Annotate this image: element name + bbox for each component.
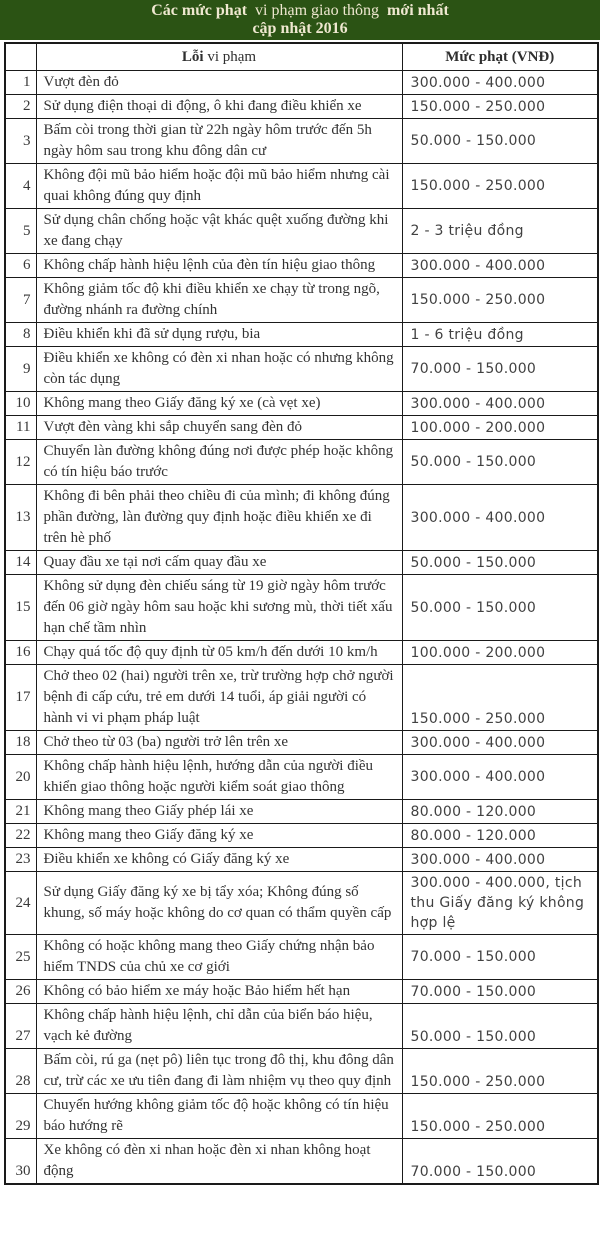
row-number: 28: [5, 1049, 36, 1094]
table-row: [5, 980, 598, 1004]
table-row: [5, 71, 598, 95]
row-number: 5: [5, 209, 36, 254]
violation-cell: Chở theo 02 (hai) người trên xe, trừ trường hợp chở người bệnh đi cấp cứu, trẻ em dưới 14 tuổi, áp giải người có hành vi vi phạm pháp luật: [36, 665, 402, 731]
table-row: [5, 95, 598, 119]
fine-cell: 50.000 - 150.000: [402, 1004, 598, 1049]
violation-cell: Điều khiển xe không có đèn xi nhan hoặc có nhưng không còn tác dụng: [36, 347, 402, 392]
fine-cell: 50.000 - 150.000: [402, 440, 598, 485]
fine-cell: 150.000 - 250.000: [402, 95, 598, 119]
violation-cell: Không sử dụng đèn chiếu sáng từ 19 giờ ngày hôm trước đến 06 giờ ngày hôm sau hoặc khi sương mù, thời tiết xấu hạn chế tầm nhìn: [36, 575, 402, 641]
traffic-fines-table: [4, 42, 599, 1185]
fine-cell: 100.000 - 200.000: [402, 641, 598, 665]
table-row: [5, 1049, 598, 1094]
table-row: [5, 323, 598, 347]
violation-cell: Không có hoặc không mang theo Giấy chứng nhận bảo hiểm TNDS của chủ xe cơ giới: [36, 935, 402, 980]
row-number: 12: [5, 440, 36, 485]
row-number: 10: [5, 392, 36, 416]
row-number: 24: [5, 872, 36, 935]
table-row: [5, 347, 598, 392]
violation-cell: Không chấp hành hiệu lệnh của đèn tín hiệu giao thông: [36, 254, 402, 278]
table-row: [5, 848, 598, 872]
fine-cell: 50.000 - 150.000: [402, 119, 598, 164]
fine-cell: 80.000 - 120.000: [402, 800, 598, 824]
row-number: 9: [5, 347, 36, 392]
row-number: 29: [5, 1094, 36, 1139]
fine-column-header: Mức phạt (VNĐ): [402, 43, 598, 71]
table-row: [5, 485, 598, 551]
violation-cell: Không giảm tốc độ khi điều khiển xe chạy từ trong ngõ, đường nhánh ra đường chính: [36, 278, 402, 323]
violation-cell: Vượt đèn đỏ: [36, 71, 402, 95]
page-subtitle: cập nhật 2016: [252, 20, 348, 37]
number-column-header: [5, 43, 36, 71]
row-number: 3: [5, 119, 36, 164]
row-number: 2: [5, 95, 36, 119]
table-row: [5, 440, 598, 485]
violation-column-header: [36, 43, 402, 71]
fine-cell: 150.000 - 250.000: [402, 1049, 598, 1094]
fine-cell: 70.000 - 150.000: [402, 980, 598, 1004]
row-number: 26: [5, 980, 36, 1004]
fine-cell: 80.000 - 120.000: [402, 824, 598, 848]
table-row: [5, 119, 598, 164]
violation-cell: Chở theo từ 03 (ba) người trở lên trên xe: [36, 731, 402, 755]
violation-cell: Điều khiển khi đã sử dụng rượu, bia: [36, 323, 402, 347]
row-number: 22: [5, 824, 36, 848]
fine-cell: 150.000 - 250.000: [402, 665, 598, 731]
table-row: [5, 800, 598, 824]
table-header-row: [5, 43, 598, 71]
row-number: 25: [5, 935, 36, 980]
page-title: [149, 2, 451, 20]
violation-cell: Bấm còi trong thời gian từ 22h ngày hôm trước đến 5h ngày hôm sau trong khu đông dân cư: [36, 119, 402, 164]
title-regular-part: vi phạm giao thông: [255, 2, 380, 19]
violation-cell: Không chấp hành hiệu lệnh, chỉ dẫn của biển báo hiệu, vạch kẻ đường: [36, 1004, 402, 1049]
row-number: 8: [5, 323, 36, 347]
fine-cell: 70.000 - 150.000: [402, 1139, 598, 1185]
violation-cell: Không đội mũ bảo hiểm hoặc đội mũ bảo hiểm nhưng cài quai không đúng quy định: [36, 164, 402, 209]
fine-cell: 50.000 - 150.000: [402, 575, 598, 641]
table-row: [5, 731, 598, 755]
violation-cell: Không đi bên phải theo chiều đi của mình; đi không đúng phần đường, làn đường quy định hoặc điều khiển xe đi trên hè phố: [36, 485, 402, 551]
table-row: [5, 551, 598, 575]
violation-cell: Không mang theo Giấy đăng ký xe: [36, 824, 402, 848]
title-bold-part-2: mới nhất: [387, 2, 449, 19]
fine-cell: 300.000 - 400.000: [402, 71, 598, 95]
violation-cell: Không chấp hành hiệu lệnh, hướng dẫn của người điều khiển giao thông hoặc người kiểm soát giao thông: [36, 755, 402, 800]
fine-cell: 50.000 - 150.000: [402, 551, 598, 575]
table-row: [5, 665, 598, 731]
row-number: 15: [5, 575, 36, 641]
table-row: [5, 1004, 598, 1049]
fine-cell: 300.000 - 400.000: [402, 485, 598, 551]
table-row: [5, 416, 598, 440]
fine-cell: 150.000 - 250.000: [402, 278, 598, 323]
row-number: 23: [5, 848, 36, 872]
violation-cell: Vượt đèn vàng khi sắp chuyển sang đèn đỏ: [36, 416, 402, 440]
row-number: 11: [5, 416, 36, 440]
fine-cell: 100.000 - 200.000: [402, 416, 598, 440]
violation-cell: Chạy quá tốc độ quy định từ 05 km/h đến dưới 10 km/h: [36, 641, 402, 665]
violation-cell: Quay đầu xe tại nơi cấm quay đầu xe: [36, 551, 402, 575]
fine-cell: 70.000 - 150.000: [402, 935, 598, 980]
row-number: 18: [5, 731, 36, 755]
row-number: 13: [5, 485, 36, 551]
violation-cell: Xe không có đèn xi nhan hoặc đèn xi nhan không hoạt động: [36, 1139, 402, 1185]
fine-cell: 300.000 - 400.000: [402, 755, 598, 800]
row-number: 30: [5, 1139, 36, 1185]
table-row: [5, 254, 598, 278]
violation-cell: Sử dụng điện thoại di động, ô khi đang điều khiển xe: [36, 95, 402, 119]
violation-cell: Không mang theo Giấy đăng ký xe (cà vẹt xe): [36, 392, 402, 416]
table-row: [5, 278, 598, 323]
row-number: 21: [5, 800, 36, 824]
row-number: 27: [5, 1004, 36, 1049]
page-title-banner: [0, 0, 600, 40]
violation-cell: Bấm còi, rú ga (nẹt pô) liên tục trong đô thị, khu đông dân cư, trừ các xe ưu tiên đang đi làm nhiệm vụ theo quy định: [36, 1049, 402, 1094]
table-row: [5, 641, 598, 665]
row-number: 16: [5, 641, 36, 665]
fine-cell: 300.000 - 400.000: [402, 254, 598, 278]
violation-header-bold: Lỗi: [181, 48, 204, 65]
row-number: 20: [5, 755, 36, 800]
row-number: 14: [5, 551, 36, 575]
fine-cell: 2 - 3 triệu đồng: [402, 209, 598, 254]
table-row: [5, 164, 598, 209]
table-row: [5, 1094, 598, 1139]
row-number: 7: [5, 278, 36, 323]
fine-cell: 300.000 - 400.000, tịch thu Giấy đăng ký không hợp lệ: [402, 872, 598, 935]
table-row: [5, 1139, 598, 1185]
violation-header-rest: vi phạm: [207, 48, 257, 65]
table-row: [5, 935, 598, 980]
violation-cell: Chuyển làn đường không đúng nơi được phép hoặc không có tín hiệu báo trước: [36, 440, 402, 485]
violation-cell: Sử dụng Giấy đăng ký xe bị tẩy xóa; Không đúng số khung, số máy hoặc không do cơ quan có thẩm quyền cấp: [36, 872, 402, 935]
violation-cell: Không mang theo Giấy phép lái xe: [36, 800, 402, 824]
table-row: [5, 872, 598, 935]
fine-cell: 70.000 - 150.000: [402, 347, 598, 392]
violation-cell: Điều khiển xe không có Giấy đăng ký xe: [36, 848, 402, 872]
violation-cell: Chuyển hướng không giảm tốc độ hoặc không có tín hiệu báo hướng rẽ: [36, 1094, 402, 1139]
table-row: [5, 209, 598, 254]
fine-cell: 300.000 - 400.000: [402, 848, 598, 872]
title-bold-part-1: Các mức phạt: [151, 2, 248, 19]
table-row: [5, 824, 598, 848]
fine-cell: 1 - 6 triệu đồng: [402, 323, 598, 347]
violation-cell: Sử dụng chân chống hoặc vật khác quệt xuống đường khi xe đang chạy: [36, 209, 402, 254]
fine-cell: 300.000 - 400.000: [402, 731, 598, 755]
fine-cell: 300.000 - 400.000: [402, 392, 598, 416]
table-row: [5, 575, 598, 641]
row-number: 4: [5, 164, 36, 209]
violation-cell: Không có bảo hiểm xe máy hoặc Bảo hiểm hết hạn: [36, 980, 402, 1004]
fine-cell: 150.000 - 250.000: [402, 1094, 598, 1139]
table-row: [5, 392, 598, 416]
row-number: 6: [5, 254, 36, 278]
row-number: 1: [5, 71, 36, 95]
row-number: 17: [5, 665, 36, 731]
fine-cell: 150.000 - 250.000: [402, 164, 598, 209]
table-row: [5, 755, 598, 800]
